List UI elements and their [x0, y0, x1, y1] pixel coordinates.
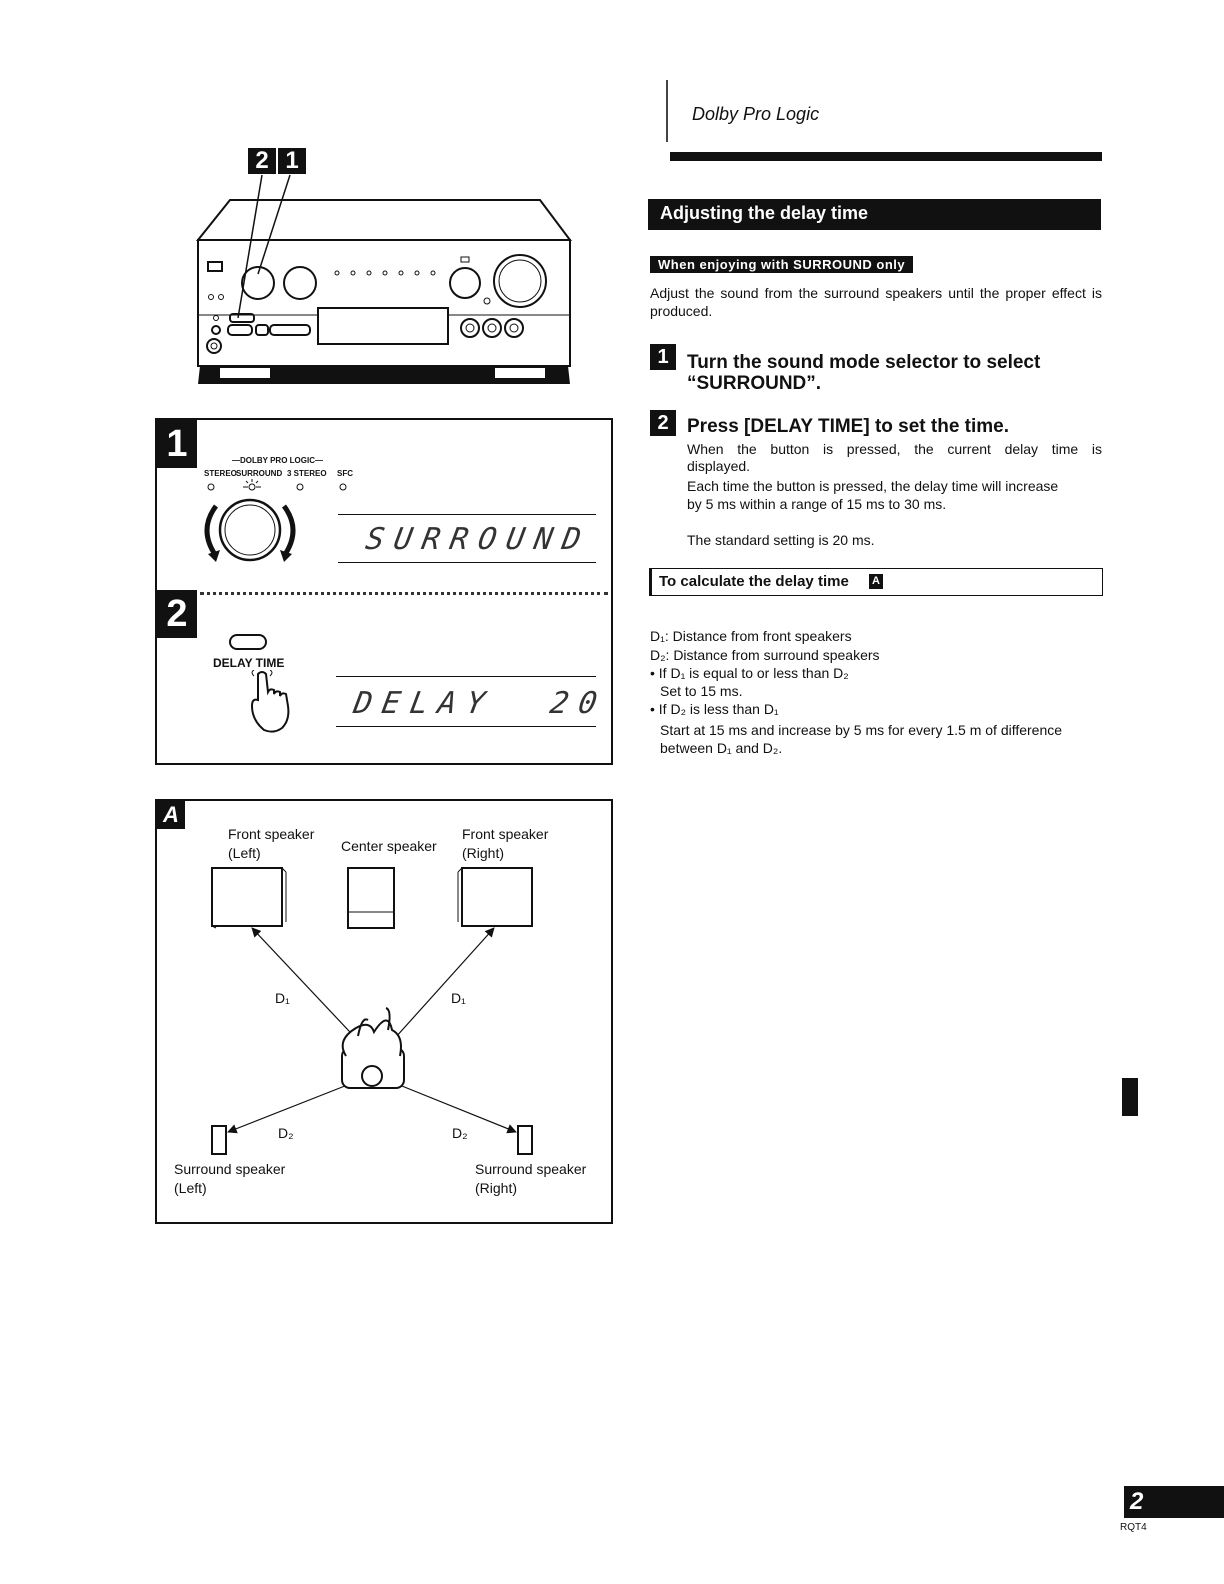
delay-time-button	[228, 632, 268, 652]
surround-left-label	[174, 1160, 285, 1198]
step1-number: 1	[650, 344, 676, 370]
step2-paragraph2-line1: Each time the button is pressed, the delay time will increase	[687, 478, 1059, 494]
d2-left-label: D₂	[278, 1125, 294, 1141]
surround-right-label-line2: (Right)	[475, 1180, 518, 1196]
surround-right-label-line1: Surround speaker	[475, 1161, 587, 1177]
hand-press-icon	[246, 670, 296, 736]
front-left-label-line1: Front speaker	[228, 826, 315, 842]
surround-left-label-line2: (Left)	[174, 1180, 207, 1196]
panel-badge-a: A	[157, 801, 185, 829]
step2-paragraph1-line2: displayed.	[687, 458, 751, 474]
definition-d1: D₁: Distance from front speakers	[650, 628, 852, 644]
header-rule	[670, 152, 1102, 161]
d1-left-label: D₁	[275, 990, 290, 1006]
rule2-result-line2: between D₁ and D₂.	[660, 740, 783, 756]
section-title: Dolby Pro Logic	[692, 104, 820, 124]
d1-right-label: D₁	[451, 990, 466, 1006]
display1-top-line	[338, 514, 596, 515]
front-left-speaker-icon	[212, 868, 286, 928]
section-heading: Adjusting the delay time	[660, 203, 869, 223]
center-speaker-icon	[348, 868, 394, 928]
step1-title-line1: Turn the sound mode selector to select	[687, 352, 1041, 373]
surround-right-label	[475, 1160, 586, 1198]
display-surround: SURROUND	[362, 522, 594, 557]
panel-badge-1: 1	[157, 420, 197, 468]
surround-right-speaker-icon	[518, 1126, 532, 1154]
step2-paragraph2-line2: by 5 ms within a range of 15 ms to 30 ms.	[687, 496, 947, 512]
condition-badge: When enjoying with SURROUND only	[650, 256, 913, 273]
delay-time-label: DELAY TIME	[213, 656, 285, 670]
mode-label-surround: SURROUND	[236, 469, 283, 478]
speaker-diagram	[160, 860, 605, 1160]
listener-icon	[342, 1008, 404, 1088]
step2-paragraph1-line1: When the button is pressed, the current delay time is	[687, 441, 1102, 457]
calc-heading: To calculate the delay time	[659, 573, 849, 590]
document-code: RQT4	[1120, 1522, 1147, 1533]
page-number: 2	[1124, 1486, 1224, 1518]
step1-title-line2: “SURROUND”.	[687, 373, 822, 394]
dolby-pro-logic-label: —DOLBY PRO LOGIC—	[232, 456, 323, 465]
mode-label-3-stereo: 3 STEREO	[287, 469, 327, 478]
rule2-condition: • If D₂ is less than D₁	[650, 701, 779, 717]
rule1-condition: • If D₁ is equal to or less than D₂	[650, 665, 849, 681]
mode-label-sfc: SFC	[337, 469, 353, 478]
panel-badge-2: 2	[157, 590, 197, 638]
figure-badge-2: 2	[248, 148, 276, 174]
panel-dotted-divider	[200, 592, 608, 595]
display2-bottom-line	[336, 726, 596, 727]
rule1-result: Set to 15 ms.	[660, 683, 743, 699]
d2-right-label: D₂	[452, 1125, 468, 1141]
surround-left-label-line1: Surround speaker	[174, 1161, 286, 1177]
step2-number: 2	[650, 410, 676, 436]
header-divider-tick	[666, 80, 668, 142]
center-speaker-label: Center speaker	[341, 838, 437, 854]
front-right-label	[462, 825, 548, 863]
standard-setting: The standard setting is 20 ms.	[687, 532, 875, 548]
intro-text: Adjust the sound from the surround speakers until the proper effect is produced.	[650, 285, 1102, 319]
rule2-result-line1: Start at 15 ms and increase by 5 ms for every 1.5 m of difference	[660, 722, 1063, 738]
mode-label-stereo: STEREO	[204, 469, 237, 478]
page-edge-tab	[1122, 1078, 1138, 1116]
front-right-label-line2: (Right)	[462, 845, 505, 861]
definition-d2: D₂: Distance from surround speakers	[650, 647, 880, 663]
figure-badge-1: 1	[278, 148, 306, 174]
front-right-speaker-icon	[458, 868, 532, 926]
calc-heading-badge: A	[869, 574, 883, 589]
sound-mode-selector-dial	[196, 478, 356, 568]
display-delay-20: DELAY 20	[350, 686, 610, 721]
front-left-label	[228, 825, 314, 863]
front-right-label-line1: Front speaker	[462, 826, 549, 842]
step2-title: Press [DELAY TIME] to set the time.	[687, 416, 1010, 437]
display2-top-line	[336, 676, 596, 677]
surround-left-speaker-icon	[212, 1126, 226, 1154]
front-left-label-line2: (Left)	[228, 845, 261, 861]
receiver-illustration	[190, 170, 575, 390]
display1-bottom-line	[338, 562, 596, 563]
